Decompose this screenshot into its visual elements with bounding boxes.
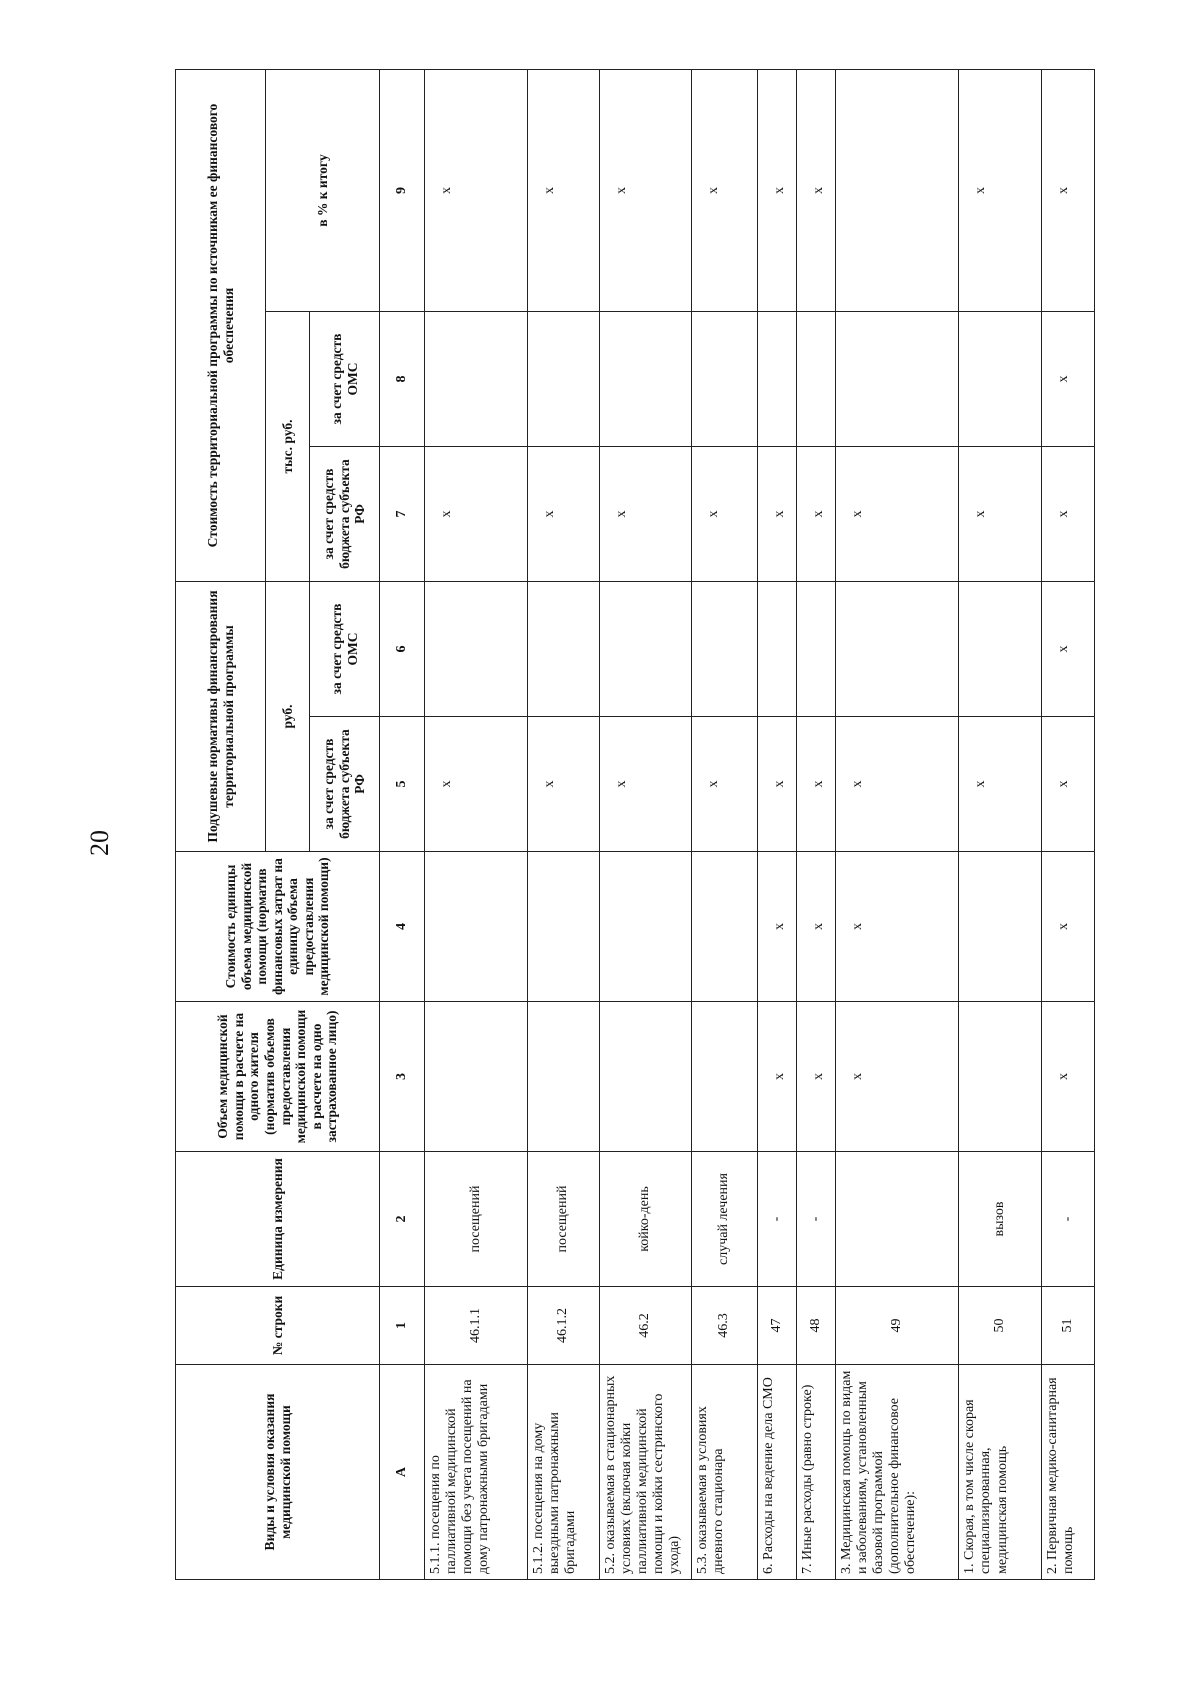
row-budget-cost-cell: х bbox=[757, 447, 796, 582]
row-oms-norm-cell bbox=[692, 582, 758, 717]
row-name-cell: 2. Первичная медико-санитарная помощь bbox=[1041, 1365, 1094, 1580]
row-name-cell: 7. Иные расходы (равно строке) bbox=[796, 1365, 835, 1580]
row-oms-cost-cell bbox=[757, 312, 796, 447]
row-line-number-cell: 46.3 bbox=[692, 1287, 758, 1365]
row-unit-cell: посещений bbox=[527, 1152, 599, 1287]
col-number: 5 bbox=[380, 717, 425, 852]
row-budget-cost-cell: х bbox=[599, 447, 691, 582]
col-number: 7 bbox=[380, 447, 425, 582]
row-oms-norm-cell bbox=[796, 582, 835, 717]
financing-table bbox=[175, 69, 1095, 1580]
row-line-number-cell: 49 bbox=[836, 1287, 959, 1365]
row-volume-cell: х bbox=[1041, 1002, 1094, 1152]
header-unit-rub: руб. bbox=[266, 582, 310, 852]
row-volume-cell bbox=[425, 1002, 528, 1152]
header-col-4: Стоимость единицы объема медицинской помощи (норматив финансовых затрат на единицу объема предоставления медицинской помощи) bbox=[176, 852, 380, 1002]
row-budget-cost-cell: х bbox=[796, 447, 835, 582]
row-unit-cost-cell: х bbox=[796, 852, 835, 1002]
row-name-cell: 1. Скорая, в том числе скорая специализированная, медицинская помощь bbox=[959, 1365, 1041, 1580]
row-unit-cost-cell: х bbox=[1041, 852, 1094, 1002]
row-budget-norm-cell: х bbox=[1041, 717, 1094, 852]
col-number: 1 bbox=[380, 1287, 425, 1365]
row-unit-cell: - bbox=[796, 1152, 835, 1287]
row-budget-cost-cell: х bbox=[836, 447, 959, 582]
row-unit-cell: случай лечения bbox=[692, 1152, 758, 1287]
row-budget-norm-cell: х bbox=[692, 717, 758, 852]
col-number: 6 bbox=[380, 582, 425, 717]
row-budget-norm-cell: х bbox=[599, 717, 691, 852]
row-name-cell: 3. Медицинская помощь по видам и заболеваниям, установленным базовой программой (дополнительное финансовое обеспечение): bbox=[836, 1365, 959, 1580]
row-budget-norm-cell: х bbox=[527, 717, 599, 852]
header-unit-thousand-rub: тыс. руб. bbox=[266, 312, 310, 582]
row-budget-norm-cell: х bbox=[836, 717, 959, 852]
row-line-number-cell: 48 bbox=[796, 1287, 835, 1365]
table-header bbox=[176, 70, 425, 1580]
row-budget-cost-cell: х bbox=[527, 447, 599, 582]
row-line-number-cell: 46.2 bbox=[599, 1287, 691, 1365]
row-unit-cost-cell bbox=[599, 852, 691, 1002]
row-name-cell: 5.1.1. посещения по паллиативной медицинской помощи без учета посещений на дому патронажными бригадами bbox=[425, 1365, 528, 1580]
header-group-cost: Стоимость территориальной программы по источникам ее финансового обеспечения bbox=[176, 70, 266, 582]
row-volume-cell bbox=[692, 1002, 758, 1152]
row-oms-norm-cell bbox=[527, 582, 599, 717]
row-oms-cost-cell bbox=[692, 312, 758, 447]
row-volume-cell: х bbox=[836, 1002, 959, 1152]
row-oms-cost-cell bbox=[527, 312, 599, 447]
row-percent-cell: х bbox=[599, 70, 691, 312]
row-unit-cell: вызов bbox=[959, 1152, 1041, 1287]
row-unit-cost-cell: х bbox=[757, 852, 796, 1002]
row-oms-cost-cell bbox=[796, 312, 835, 447]
row-oms-norm-cell bbox=[599, 582, 691, 717]
page-number: 20 bbox=[85, 830, 114, 856]
column-numbers-row bbox=[380, 70, 425, 1580]
header-col-3: Объем медицинской помощи в расчете на одного жителя (норматив объемов предоставления медицинской помощи в расчете на одно застрахованное лицо) bbox=[176, 1002, 380, 1152]
col-number: 2 bbox=[380, 1152, 425, 1287]
row-unit-cost-cell: х bbox=[836, 852, 959, 1002]
row-oms-cost-cell bbox=[599, 312, 691, 447]
row-volume-cell bbox=[959, 1002, 1041, 1152]
col-number: 9 bbox=[380, 70, 425, 312]
row-line-number-cell: 50 bbox=[959, 1287, 1041, 1365]
row-line-number-cell: 46.1.2 bbox=[527, 1287, 599, 1365]
table-row bbox=[1041, 70, 1094, 1580]
row-unit-cell: посещений bbox=[425, 1152, 528, 1287]
table-row bbox=[599, 70, 691, 1580]
row-oms-norm-cell bbox=[425, 582, 528, 717]
row-oms-norm-cell bbox=[757, 582, 796, 717]
rotated-table-wrapper bbox=[175, 70, 1095, 1580]
row-unit-cost-cell bbox=[959, 852, 1041, 1002]
row-percent-cell bbox=[836, 70, 959, 312]
table-row bbox=[527, 70, 599, 1580]
header-col-8-oms: за счет средств ОМС bbox=[310, 312, 380, 447]
row-budget-cost-cell: х bbox=[1041, 447, 1094, 582]
row-oms-norm-cell: х bbox=[1041, 582, 1094, 717]
row-volume-cell: х bbox=[796, 1002, 835, 1152]
row-budget-cost-cell: х bbox=[425, 447, 528, 582]
table-row bbox=[836, 70, 959, 1580]
col-number: 3 bbox=[380, 1002, 425, 1152]
row-unit-cell: койко-день bbox=[599, 1152, 691, 1287]
row-budget-norm-cell: х bbox=[959, 717, 1041, 852]
row-name-cell: 6. Расходы на ведение дела СМО bbox=[757, 1365, 796, 1580]
table-row bbox=[757, 70, 796, 1580]
row-percent-cell: х bbox=[692, 70, 758, 312]
row-line-number-cell: 51 bbox=[1041, 1287, 1094, 1365]
table-body bbox=[425, 70, 1095, 1580]
table-row bbox=[796, 70, 835, 1580]
row-percent-cell: х bbox=[796, 70, 835, 312]
col-number: 8 bbox=[380, 312, 425, 447]
row-unit-cell: - bbox=[757, 1152, 796, 1287]
row-budget-cost-cell: х bbox=[959, 447, 1041, 582]
table-row bbox=[959, 70, 1041, 1580]
row-percent-cell: х bbox=[1041, 70, 1094, 312]
header-col-2: Единица измерения bbox=[176, 1152, 380, 1287]
row-unit-cost-cell bbox=[692, 852, 758, 1002]
row-oms-norm-cell bbox=[959, 582, 1041, 717]
table-row bbox=[692, 70, 758, 1580]
header-col-6-oms: за счет средств ОМС bbox=[310, 582, 380, 717]
row-volume-cell bbox=[527, 1002, 599, 1152]
row-percent-cell: х bbox=[757, 70, 796, 312]
header-col-1: № строки bbox=[176, 1287, 380, 1365]
row-name-cell: 5.2. оказываемая в стационарных условиях (включая койки паллиативной медицинской помощи и койки сестринского ухода) bbox=[599, 1365, 691, 1580]
row-unit-cost-cell bbox=[425, 852, 528, 1002]
row-budget-cost-cell: х bbox=[692, 447, 758, 582]
row-volume-cell bbox=[599, 1002, 691, 1152]
row-unit-cost-cell bbox=[527, 852, 599, 1002]
row-oms-cost-cell bbox=[836, 312, 959, 447]
table-row bbox=[425, 70, 528, 1580]
header-col-5-budget: за счет средств бюджета субъекта РФ bbox=[310, 717, 380, 852]
row-percent-cell: х bbox=[425, 70, 528, 312]
row-unit-cell: - bbox=[1041, 1152, 1094, 1287]
row-name-cell: 5.1.2. посещения на дому выездными патронажными бригадами bbox=[527, 1365, 599, 1580]
row-volume-cell: х bbox=[757, 1002, 796, 1152]
row-percent-cell: х bbox=[959, 70, 1041, 312]
header-col-7-budget: за счет средств бюджета субъекта РФ bbox=[310, 447, 380, 582]
row-oms-cost-cell: х bbox=[1041, 312, 1094, 447]
row-unit-cell bbox=[836, 1152, 959, 1287]
row-percent-cell: х bbox=[527, 70, 599, 312]
header-group-normatives: Подушевые нормативы финансирования территориальной программы bbox=[176, 582, 266, 852]
header-percent-total: в % к итогу bbox=[266, 70, 380, 312]
row-line-number-cell: 46.1.1 bbox=[425, 1287, 528, 1365]
row-oms-norm-cell bbox=[836, 582, 959, 717]
col-number: А bbox=[380, 1365, 425, 1580]
row-budget-norm-cell: х bbox=[796, 717, 835, 852]
row-oms-cost-cell bbox=[425, 312, 528, 447]
row-budget-norm-cell: х bbox=[757, 717, 796, 852]
header-col-a: Виды и условия оказания медицинской помощи bbox=[176, 1365, 380, 1580]
col-number: 4 bbox=[380, 852, 425, 1002]
row-oms-cost-cell bbox=[959, 312, 1041, 447]
row-budget-norm-cell: х bbox=[425, 717, 528, 852]
row-line-number-cell: 47 bbox=[757, 1287, 796, 1365]
row-name-cell: 5.3. оказываемая в условиях дневного стационара bbox=[692, 1365, 758, 1580]
